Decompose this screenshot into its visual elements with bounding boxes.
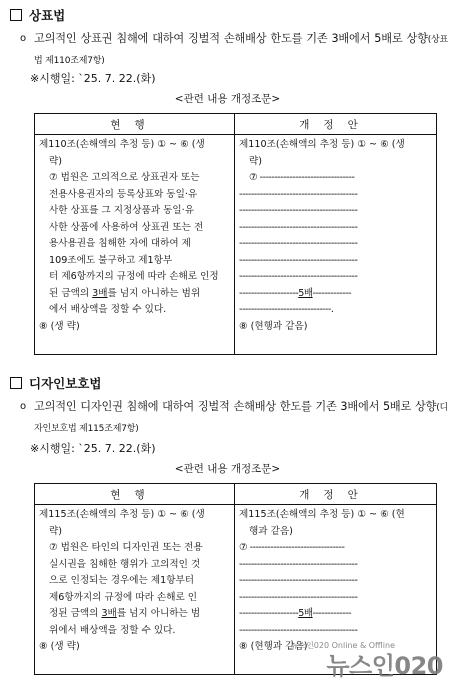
text-line: ---------------------------------------- [239,205,358,216]
summary-text: 고의적인 디자인권 침해에 대하여 징벌적 손해배상 한도를 기존 3배에서 5배로 상향 [34,400,437,413]
text-line: 에서 배상액을 정할 수 있다. [49,304,167,315]
text-line: ---------------------------------------- [239,238,358,249]
revised-text-cell [235,135,437,355]
circle-bullet-icon: o [20,401,26,412]
table-caption: <관련 내용 개정조문> [174,463,281,475]
trademark-comparison-table [34,113,437,355]
checkbox-square-icon [10,377,22,389]
text-line: --------------------5배------------- [239,608,352,619]
text-line: -------------------------------. [239,304,334,315]
underlined-amount: 5배 [298,287,313,299]
current-text-cell [35,135,235,355]
summary-reference: (디자인보호법 제115조제7항) [34,403,448,434]
column-header-revised: 개정안 [235,114,437,135]
text-line: 으로 인정되는 경우에는 제1항부터 [49,575,194,586]
text-line: --------------------5배------------- [239,287,352,299]
watermark-logo: 뉴스인020 [326,652,443,680]
text-line: 109조에도 불구하고 제1항부 [49,254,173,266]
text-line: 략) [49,525,63,537]
text-line: ⑧ (현행과 같음) [239,641,308,652]
summary-text: 고의적인 상표권 침해에 대하여 징벌적 손해배상 한도를 기존 3배에서 5배로 상향 [34,32,428,45]
text-line: 제115조(손해액의 추정 등) ① ~ ⑥ (현 [239,509,405,520]
text-line: ⑦ -------------------------------- [249,172,355,183]
underlined-amount: 3배 [92,287,108,299]
circle-bullet-icon: o [20,33,26,44]
text-line: 정된 금액의 3배를 넘지 아니하는 범 [49,608,201,619]
column-header-current: 현행 [35,114,235,135]
underlined-amount: 3배 [101,608,117,619]
text-line: ⑧ (생 략) [39,320,80,332]
column-header-revised: 개정안 [235,484,437,505]
text-line: ---------------------------------------- [239,575,358,586]
text-line: ---------------------------------------- [239,271,358,282]
text-line: 제6항까지의 규정에 따라 손해로 인 [49,591,198,603]
table-caption: <관련 내용 개정조문> [174,93,281,105]
text-line: ⑦ 법원은 고의적으로 상표권자 또는 [49,172,200,183]
text-line: 략) [249,155,263,167]
effective-date: ※시행일: `25. 7. 22.(화) [30,72,156,85]
section-title: 상표법 [29,8,66,23]
text-line: 사한 상품에 사용하여 상표권 또는 전 [49,221,204,233]
section-title: 디자인보호법 [29,376,102,391]
text-line: ⑦ -------------------------------- [239,542,345,553]
text-line: 위에서 배상액을 정할 수 있다. [49,624,176,636]
watermark-subtext: 뉴스인020 Online & Offline [290,641,395,650]
text-line: 터 제6항까지의 규정에 따라 손해로 인정 [49,271,219,282]
text-line: 행과 같음) [249,525,293,537]
text-line: ---------------------------------------- [239,624,358,636]
text-line: ⑦ 법원은 타인의 디자인권 또는 전용 [49,542,203,553]
text-line: 용사용권을 침해한 자에 대하여 제 [49,238,191,249]
text-line: 제110조(손해액의 추정 등) ① ~ ⑥ (생 [239,139,405,150]
design-summary [20,397,448,439]
text-line: 사한 상표를 그 지정상품과 동일·유 [49,205,194,216]
checkbox-square-icon [10,9,22,21]
effective-date: ※시행일: `25. 7. 22.(화) [30,442,156,455]
section-design-heading [10,374,101,392]
text-line: 된 금액의 3배를 넘지 아니하는 범위 [49,287,201,299]
text-line: ⑧ (현행과 같음) [239,320,308,332]
text-line: ---------------------------------------- [239,188,358,200]
underlined-amount: 5배 [298,608,313,619]
text-line: 제115조(손해액의 추정 등) ① ~ ⑥ (생 [39,509,205,520]
text-line: 제110조(손해액의 추정 등) ① ~ ⑥ (생 [39,139,205,150]
column-header-current: 현행 [35,484,235,505]
text-line: 략) [49,155,63,167]
text-line: ---------------------------------------- [239,558,358,570]
text-line: ---------------------------------------- [239,591,358,603]
text-line: 실시권을 침해한 행위가 고의적인 것 [49,558,201,570]
section-trademark-heading [10,6,65,24]
text-line: ---------------------------------------- [239,221,358,233]
text-line: 전용사용권자의 등록상표와 동일·유 [49,188,198,200]
text-line: ---------------------------------------- [239,254,358,266]
summary-reference: (상표법 제110조제7항) [34,35,448,66]
current-text-cell [35,505,235,675]
text-line: ⑧ (생 략) [39,641,80,652]
trademark-summary [20,29,448,71]
